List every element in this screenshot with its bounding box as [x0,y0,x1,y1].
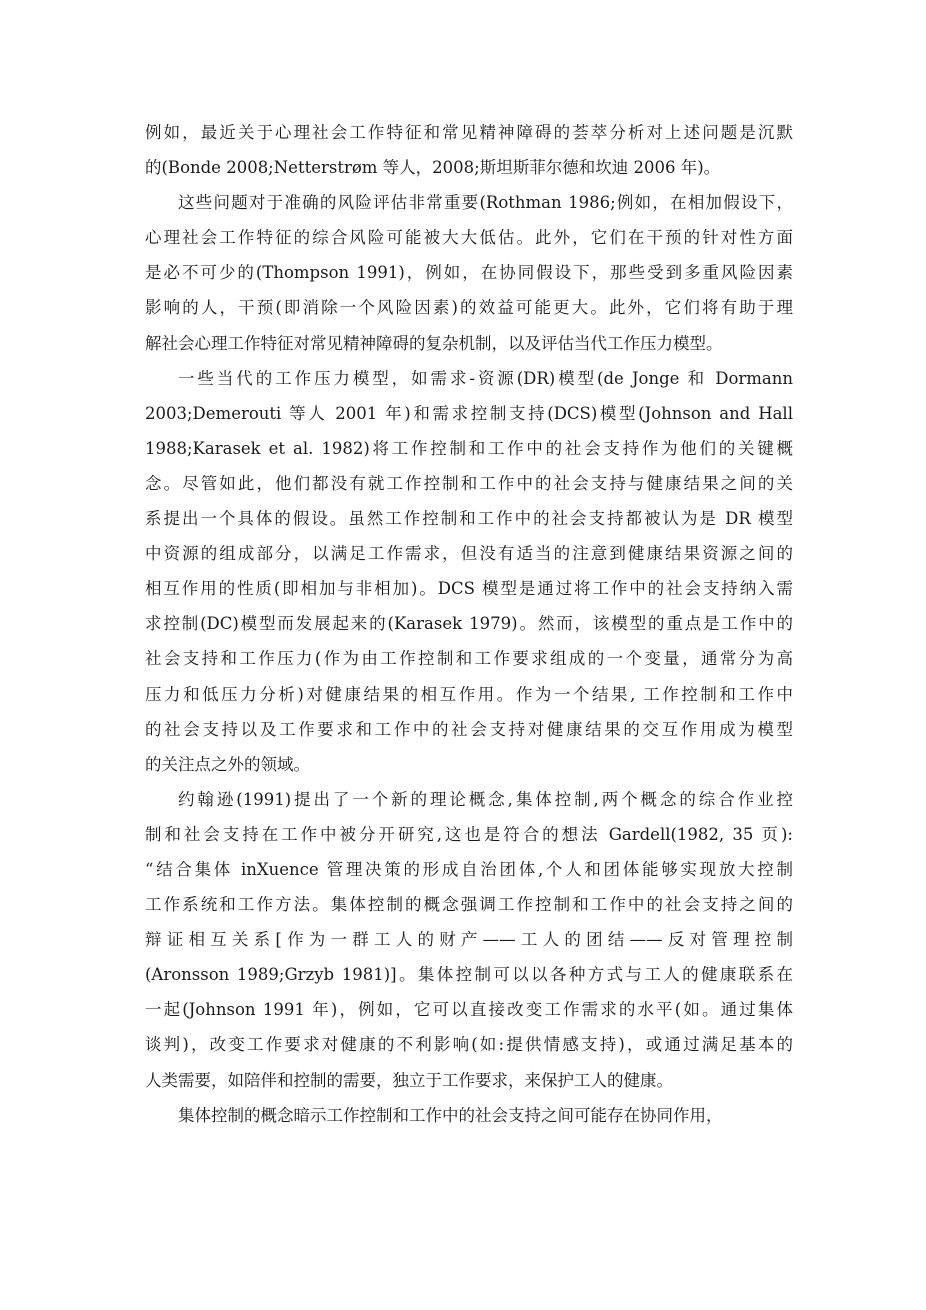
text-line: 社会支持和工作压力(作为由工作控制和工作要求组成的一个变量，通常分为高 [145,649,793,669]
text-line: 一些当代的工作压力模型，如需求-资源(DR)模型(de Jonge 和 Dormann [178,368,793,388]
text-line: 辩证相互关系[作为一群工人的财产——工人的团结——反对管理控制 [145,930,793,950]
text-line: 影响的人，干预(即消除一个风险因素)的效益可能更大。此外，它们将有助于理 [145,298,793,318]
text-line: 的(Bonde 2008;Netterstrøm 等人，2008;斯坦斯菲尔德和坎迪 2006 年)。 [145,158,721,178]
text-line: 2003;Demerouti 等人 2001 年)和需求控制支持(DCS)模型(Johnson and Hall [145,403,793,423]
text-line: 心理社会工作特征的综合风险可能被大大低估。此外，它们在干预的针对性方面 [145,228,793,248]
text-line: 谈判)，改变工作要求对健康的不利影响(如:提供情感支持)，或通过满足基本的 [145,1035,793,1055]
paragraph [145,185,793,360]
text-line: 的社会支持以及工作要求和工作中的社会支持对健康结果的交互作用成为模型 [145,719,793,739]
body-text [145,115,793,1133]
text-line: 这些问题对于准确的风险评估非常重要(Rothman 1986;例如，在相加假设下， [178,193,793,213]
text-line: 一起(Johnson 1991 年)，例如，它可以直接改变工作需求的水平(如。通过集体 [145,1000,793,1020]
text-line: 求控制(DC)模型而发展起来的(Karasek 1979)。然而，该模型的重点是工作中的 [145,614,793,634]
text-line: 中资源的组成部分，以满足工作需求，但没有适当的注意到健康结果资源之间的 [145,544,793,564]
text-line: 1988;Karasek et al. 1982)将工作控制和工作中的社会支持作为他们的关键概 [145,438,793,458]
text-line: 制和社会支持在工作中被分开研究,这也是符合的想法 Gardell(1982, 35 页): [145,824,793,844]
text-line: “结合集体 inXuence 管理决策的形成自治团体,个人和团体能够实现放大控制 [145,859,793,879]
text-line: 相互作用的性质(即相加与非相加)。DCS 模型是通过将工作中的社会支持纳入需 [145,579,793,599]
text-line: 约翰逊(1991)提出了一个新的理论概念,集体控制,两个概念的综合作业控 [178,789,793,809]
text-line: 念。尽管如此，他们都没有就工作控制和工作中的社会支持与健康结果之间的关 [145,473,793,493]
text-line: 例如，最近关于心理社会工作特征和常见精神障碍的荟萃分析对上述问题是沉默 [145,123,793,142]
text-line: 工作系统和工作方法。集体控制的概念强调工作控制和工作中的社会支持之间的 [145,895,793,915]
text-line: 的关注点之外的领域。 [145,754,310,774]
text-line: 系提出一个具体的假设。虽然工作控制和工作中的社会支持都被认为是 DR 模型 [145,509,793,529]
text-line: 是必不可少的(Thompson 1991)，例如，在协同假设下，那些受到多重风险因素 [145,263,793,283]
text-line: (Aronsson 1989;Grzyb 1981)]。集体控制可以以各种方式与工人的健康联系在 [145,965,793,985]
paragraph [145,1098,793,1133]
text-line: 集体控制的概念暗示工作控制和工作中的社会支持之间可能存在协同作用， [178,1105,723,1125]
text-line: 人类需要，如陪伴和控制的需要，独立于工作要求，来保护工人的健康。 [145,1070,673,1090]
text-line: 解社会心理工作特征对常见精神障碍的复杂机制，以及评估当代工作压力模型。 [145,333,723,353]
paragraph [145,361,793,782]
paragraph [145,782,793,1098]
paragraph [145,115,793,185]
text-line: 压力和低压力分析)对健康结果的相互作用。作为一个结果, 工作控制和工作中 [145,684,793,704]
